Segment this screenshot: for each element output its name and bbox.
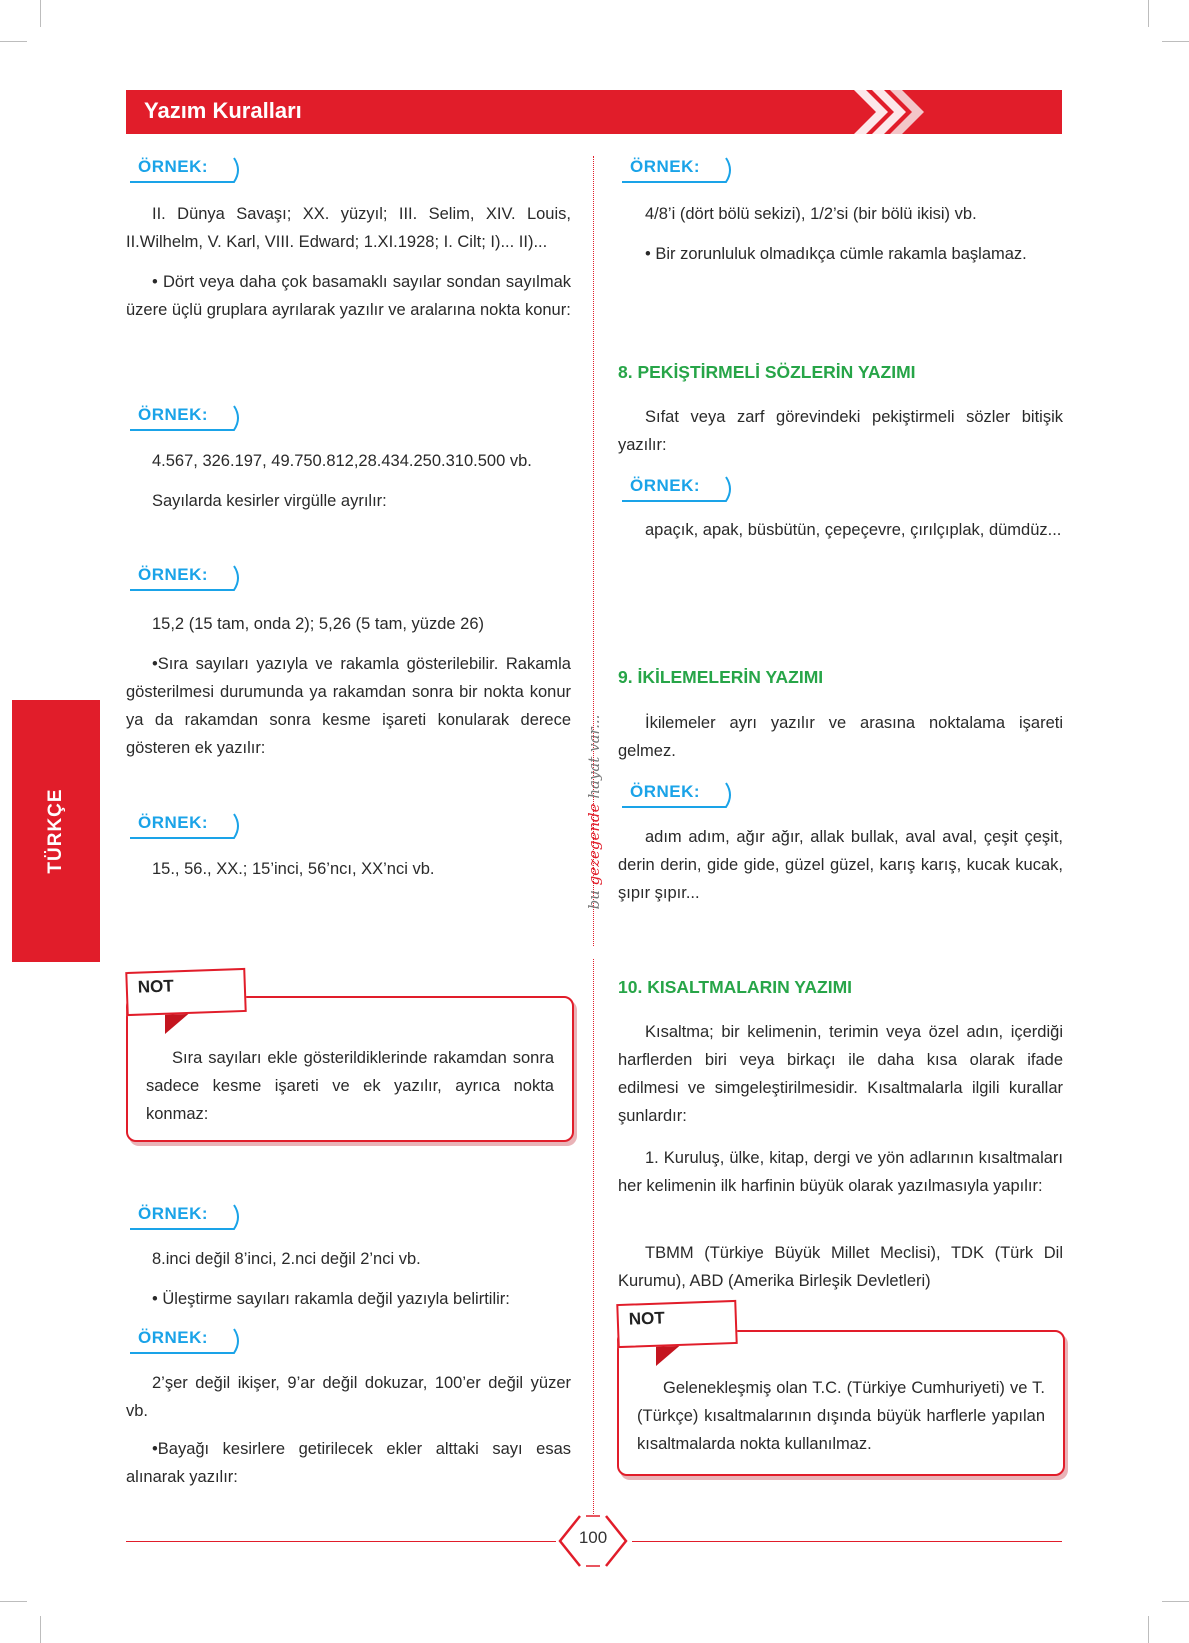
section-heading-10: 10. KISALTMALARIN YAZIMI bbox=[618, 977, 853, 997]
footer-line-right bbox=[632, 1541, 1062, 1542]
ornek-label-text: ÖRNEK: bbox=[630, 782, 701, 801]
header-bar bbox=[126, 90, 1062, 134]
vertical-tagline bbox=[585, 715, 603, 910]
right-example-1: 4/8’i (dört bölü sekizi), 1/2’si (bir bölü ikisi) vb. bbox=[645, 205, 977, 223]
section-heading-8: 8. PEKİŞTİRMELİ SÖZLERİN YAZIMI bbox=[618, 362, 916, 382]
crop-mark bbox=[40, 1616, 41, 1643]
ornek-label-text: ÖRNEK: bbox=[138, 157, 209, 176]
section-heading-9: 9. İKİLEMELERİN YAZIMI bbox=[618, 667, 824, 687]
crop-mark bbox=[1162, 41, 1189, 42]
ornek-label bbox=[622, 780, 734, 810]
right-paragraph-8: Sıfat veya zarf görevindeki pekiştirmeli sözler bitişik yazılır: bbox=[618, 408, 1063, 454]
right-example-8: apaçık, apak, büsbütün, çepeçevre, çırılçıplak, dümdüz... bbox=[645, 521, 1062, 539]
page-number: 100 bbox=[578, 1528, 608, 1547]
chevron-arrows-icon bbox=[854, 90, 1024, 136]
left-rule-5: •Bayağı kesirlere getirilecek ekler alttaki sayı esas alınarak yazılır: bbox=[126, 1440, 571, 1486]
ornek-label bbox=[622, 155, 734, 185]
left-rule-1: • Dört veya daha çok basamaklı sayılar sondan sayılmak üzere üçlü gruplara ayrılarak yazılır ve aralarına nokta konur: bbox=[126, 273, 571, 319]
left-example-2: 4.567, 326.197, 49.750.812,28.434.250.310.500 vb. bbox=[152, 452, 532, 470]
note-label-text: NOT bbox=[628, 1308, 666, 1329]
divider-gap bbox=[589, 946, 595, 958]
page-number-badge bbox=[552, 1514, 634, 1568]
left-example-3: 15,2 (15 tam, onda 2); 5,26 (5 tam, yüzde 26) bbox=[152, 615, 485, 633]
note-label bbox=[125, 968, 246, 1016]
right-example-9: adım adım, ağır ağır, allak bullak, aval aval, çeşit çeşit, derin derin, gide gide, güzel güzel, karış karış, kucak kucak, şıpır şıpır... bbox=[618, 828, 1063, 902]
crop-mark bbox=[40, 0, 41, 27]
ornek-label-text: ÖRNEK: bbox=[138, 1328, 209, 1347]
note-label-text: NOT bbox=[137, 976, 175, 997]
ornek-label bbox=[130, 563, 242, 593]
crop-mark bbox=[1148, 1616, 1149, 1643]
crop-mark bbox=[0, 1601, 27, 1602]
note-text: Gelenekleşmiş olan T.C. (Türkiye Cumhuriyeti) ve T. (Türkçe) kısaltmalarının dışında büyük harflerle yapılan kısaltmalarda nokta kullanılmaz. bbox=[637, 1379, 1045, 1453]
ornek-label-text: ÖRNEK: bbox=[630, 157, 701, 176]
crop-mark bbox=[1162, 1601, 1189, 1602]
left-example-6: 2’şer değil ikişer, 9’ar değil dokuzar, 100’er değil yüzer vb. bbox=[126, 1374, 571, 1420]
ornek-label bbox=[130, 1202, 242, 1232]
left-rule-2: Sayılarda kesirler virgülle ayrılır: bbox=[152, 492, 387, 510]
right-rule-1: • Bir zorunluluk olmadıkça cümle rakamla başlamaz. bbox=[645, 245, 1027, 263]
left-rule-3: •Sıra sayıları yazıyla ve rakamla gösterilebilir. Rakamla gösterilmesi durumunda ya rakamdan sonra bir nokta konur ya da rakamdan sonra kesme işareti konularak derece gösteren ek yazılır: bbox=[126, 655, 571, 757]
right-example-10: TBMM (Türkiye Büyük Millet Meclisi), TDK (Türk Dil Kurumu), ABD (Amerika Birleşik Devletleri) bbox=[618, 1244, 1063, 1290]
left-example-5: 8.inci değil 8’inci, 2.nci değil 2’nci vb. bbox=[152, 1250, 421, 1268]
tagline-prefix: bu bbox=[585, 885, 603, 910]
left-example-4: 15., 56., XX.; 15’inci, 56’ncı, XX’nci vb. bbox=[152, 860, 435, 878]
right-paragraph-10-1: 1. Kuruluş, ülke, kitap, dergi ve yön adlarının kısaltmaları her kelimenin ilk harfinin büyük olarak yazılmasıyla yapılır: bbox=[618, 1149, 1063, 1195]
tagline-highlight: gezegende bbox=[585, 803, 603, 886]
ornek-label-text: ÖRNEK: bbox=[138, 565, 209, 584]
ornek-label bbox=[130, 1326, 242, 1356]
note-text: Sıra sayıları ekle gösterildiklerinde rakamdan sonra sadece kesme işareti ve ek yazılır, ayrıca nokta konmaz: bbox=[146, 1049, 554, 1123]
page-title: Yazım Kuralları bbox=[144, 98, 302, 123]
tagline-suffix: hayat var... bbox=[585, 714, 603, 804]
ornek-label bbox=[130, 403, 242, 433]
left-rule-4: • Üleştirme sayıları rakamla değil yazıyla belirtilir: bbox=[152, 1290, 510, 1308]
note-label bbox=[616, 1300, 737, 1348]
ornek-label bbox=[130, 155, 242, 185]
ornek-label-text: ÖRNEK: bbox=[138, 1204, 209, 1223]
ornek-label bbox=[622, 474, 734, 504]
ornek-label-text: ÖRNEK: bbox=[630, 476, 701, 495]
left-example-1: II. Dünya Savaşı; XX. yüzyıl; III. Selim, XIV. Louis, II.Wilhelm, V. Karl, VIII. Edward; 1.XI.1928; I. Cilt; I)... II)... bbox=[126, 205, 571, 251]
crop-mark bbox=[1148, 0, 1149, 27]
ornek-label bbox=[130, 811, 242, 841]
footer-line-left bbox=[126, 1541, 556, 1542]
right-paragraph-10: Kısaltma; bir kelimenin, terimin veya özel adın, içerdiği harflerden biri veya birkaçı ile daha kısa olarak ifade edilmesi ve simgeleştirilmesidir. Kısaltmalarla ilgili kurallar şunlardır: bbox=[618, 1023, 1063, 1125]
crop-mark bbox=[0, 41, 27, 42]
ornek-label-text: ÖRNEK: bbox=[138, 405, 209, 424]
right-paragraph-9: İkilemeler ayrı yazılır ve arasına noktalama işareti gelmez. bbox=[618, 714, 1063, 760]
side-tab bbox=[12, 700, 100, 962]
side-tab-label: TÜRKÇE bbox=[45, 788, 66, 874]
ornek-label-text: ÖRNEK: bbox=[138, 813, 209, 832]
